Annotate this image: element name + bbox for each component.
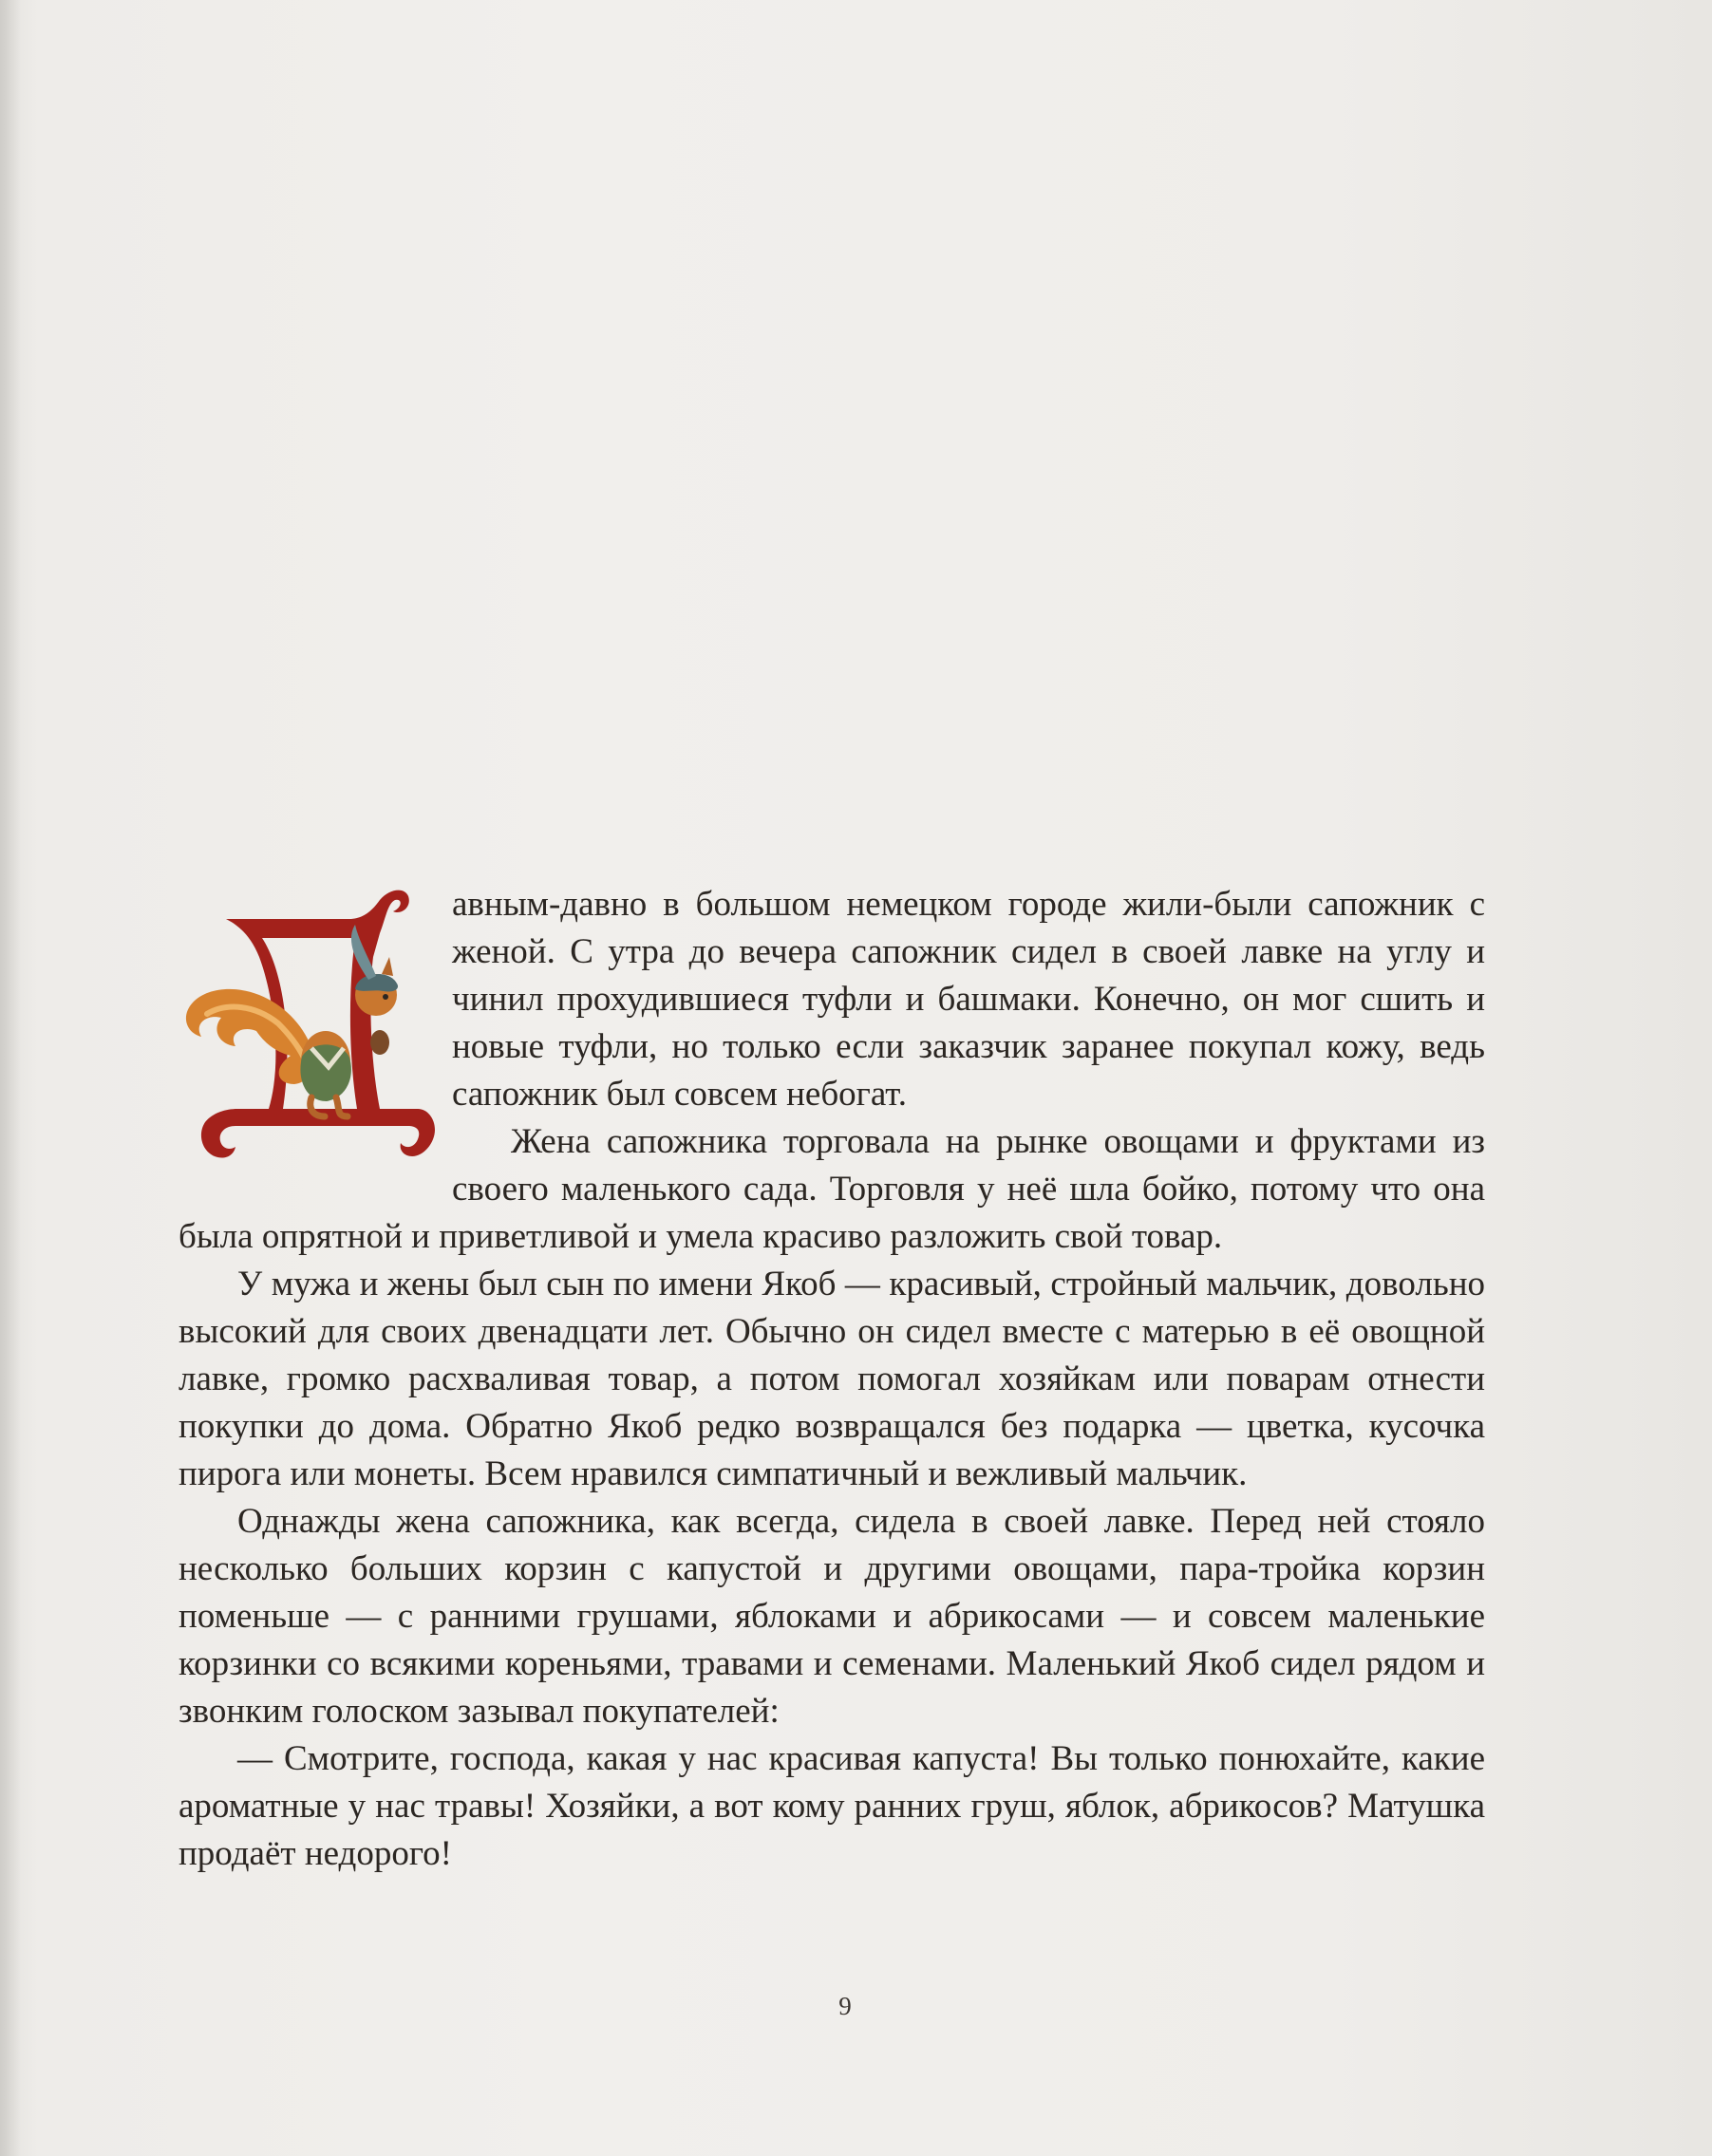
drop-cap <box>169 881 444 1171</box>
paragraph-1-text: авным-давно в большом немецком городе жили-были сапожник с женой. С утра до вечера сапожник сидел в своей лавке на углу и чинил прохудившиеся туфли и башмаки. Конечно, он мог сшить и новые туфли, но только если заказчик заранее покупал кожу, ведь сапожник был совсем небогат. <box>452 885 1485 1114</box>
squirrel-jacket-shape <box>300 1044 350 1101</box>
story-text <box>179 655 1485 1878</box>
squirrel-tail-shape <box>186 989 313 1084</box>
page-number: 9 <box>838 1992 852 2020</box>
illuminated-letter-icon <box>169 881 444 1171</box>
paragraph-5: — Смотрите, господа, какая у нас красивая капуста! Вы только понюхайте, какие ароматные у нас травы! Хозяйки, а вот кому ранних груш, яблок, абрикосов? Матушка продаёт недорого! <box>179 1739 1485 1873</box>
squirrel-eye-shape <box>383 994 388 1000</box>
squirrel-nut-shape <box>370 1030 389 1055</box>
paragraph-1 <box>179 655 1485 1118</box>
paragraph-2: Жена сапожника торговала на рынке овощами и фруктами из своего маленького сада. Торговля у неё шла бойко, потому что она была опрятной и приветливой и умела красиво разложить свой товар. <box>179 1122 1485 1256</box>
page-gutter-shadow <box>0 0 21 2156</box>
paragraph-3: У мужа и жены был сын по имени Якоб — красивый, стройный мальчик, довольно высокий для своих двенадцати лет. Обычно он сидел вместе с матерью в её овощной лавке, громко расхваливая товар, а потом помогал хозяйкам или поварам отнести покупки до дома. Обратно Якоб редко возвращался без подарка — цветка, кусочка пирога или монеты. Всем нравился симпатичный и вежливый мальчик. <box>179 1265 1485 1493</box>
paragraph-4: Однажды жена сапожника, как всегда, сидела в своей лавке. Перед ней стояло несколько больших корзин с капустой и другими овощами, пара-тройка корзин поменьше — с ранними грушами, яблоками и абрикосами — и совсем маленькие корзинки со всякими кореньями, травами и семенами. Маленький Якоб сидел рядом и звонким голоском зазывал покупателей: <box>179 1502 1485 1731</box>
squirrel-ear-shape <box>382 957 393 976</box>
